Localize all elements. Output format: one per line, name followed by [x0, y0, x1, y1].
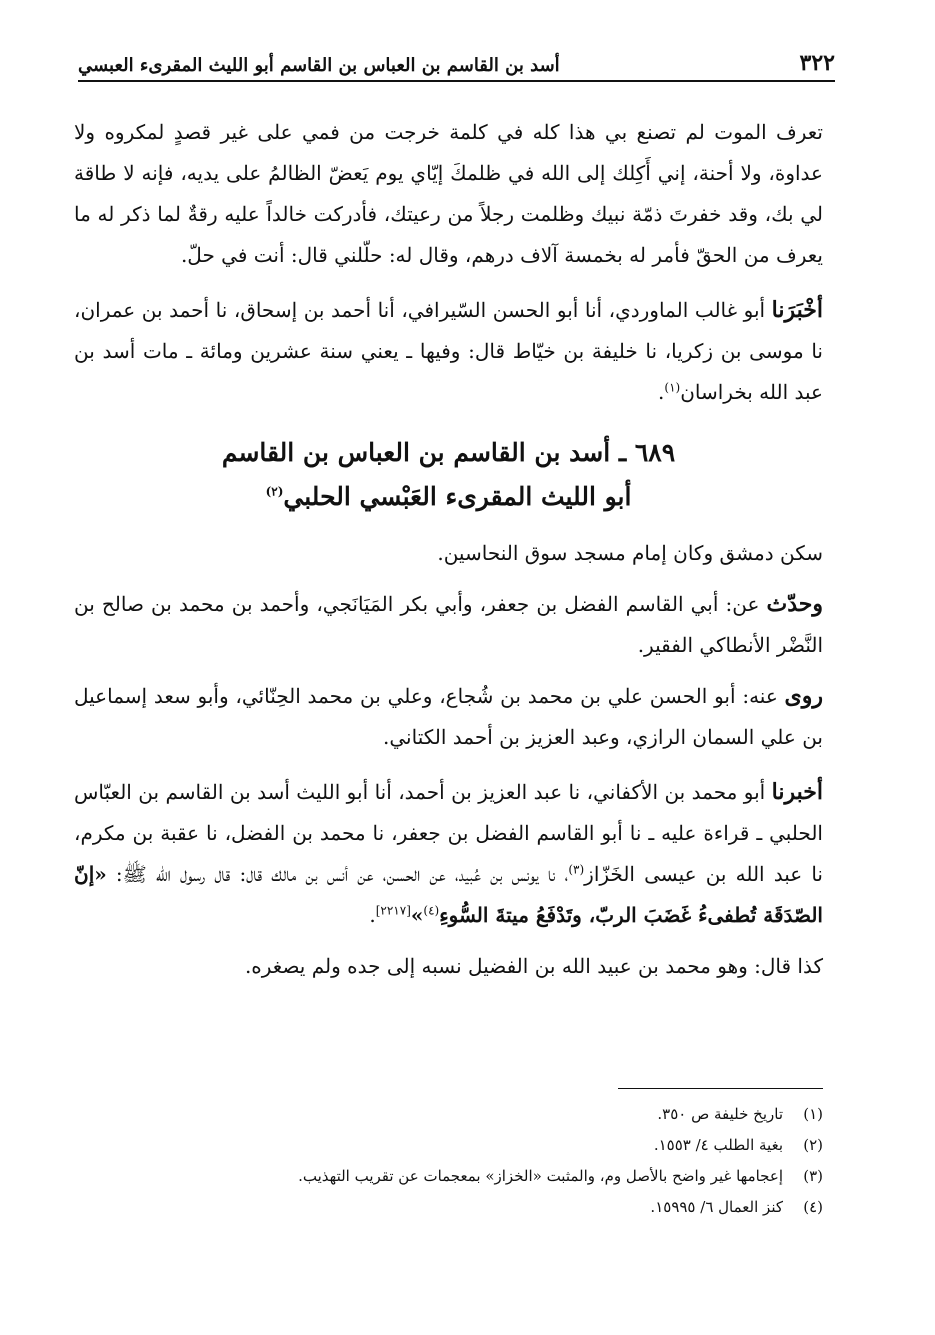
paragraph-6-lead: أخبرنا [771, 779, 823, 805]
footnote-text: إعجامها غير واضح بالأصل وم، والمثبت «الخزاز» بمعجمات عن تقريب التهذيب. [298, 1167, 783, 1185]
entry-title-line-2: أبو الليث المقرىء العَبْسي الحلبي [283, 482, 632, 511]
footnote-ref-4: (٤) [423, 903, 440, 918]
footnote-ref-3: (٣) [568, 862, 585, 877]
running-head: أسد بن القاسم بن العباس بن القاسم أبو الليث المقرىء العبسي [78, 55, 560, 76]
footnote-number: (٤) [803, 1198, 823, 1216]
footnote-text: بغية الطلب ٤/ ١٥٥٣. [653, 1136, 783, 1154]
paragraph-4-lead: وحدّث [766, 591, 823, 617]
page-number: ٣٢٢ [799, 50, 835, 76]
footnote-divider [618, 1088, 823, 1089]
paragraph-6 [74, 772, 823, 936]
paragraph-1: تعرف الموت لم تصنع بي هذا كله في كلمة خرجت من فمي على غير قصدٍ لمكروه ولا عداوة، ولا أحنة، إني أَكِلك إلى الله في ظلمكَ إيّاي يوم يَعضّ الظالمُ على يديه، فإنه لا طاقة لي بك، وقد خفرتَ ذمّة نبيك وظلمت رجلاً من رعيتك، فأدركت خالداً عليه رقةٌ لما ذكر له ما يعرف من الحقّ فأمر له بخمسة آلاف درهم، وقال له: حلّلني قال: أنت في حلّ. [74, 120, 823, 267]
paragraph-6-text-1: أبو محمد بن الأكفاني، نا عبد العزيز بن أحمد، أنا أبو الليث أسد بن القاسم بن العبّاس الحلبي ـ قراءة عليه ـ نا أبو القاسم الفضل بن جعفر، نا محمد بن الفضل، نا عقبة بن مكرم، نا عبد الله بن عيسى الخَزّاز [74, 780, 823, 886]
entry-title [74, 431, 823, 519]
reference-number: [٢٢١٧] [375, 903, 411, 918]
paragraph-2 [74, 290, 823, 413]
footnote-ref-1: (١) [664, 380, 681, 395]
entry-title-line-2-wrap [74, 475, 823, 519]
paragraph-2-lead: أخْبَرَنا [771, 297, 823, 323]
paragraph-3: سكن دمشق وكان إمام مسجد سوق النحاسين. [437, 541, 823, 565]
entry-title-line-1: ٦٨٩ ـ أسد بن القاسم بن العباس بن القاسم [221, 438, 676, 467]
footnote-2 [160, 1130, 823, 1161]
footnotes [160, 1088, 823, 1223]
footnote-4 [160, 1192, 823, 1223]
hadith-close: » [410, 903, 424, 927]
paragraph-7: كذا قال: وهو محمد بن عبيد الله بن الفضيل نسبه إلى جده ولم يصغره. [244, 954, 823, 978]
footnote-text: كنز العمال ٦/ ١٥٩٩٥. [650, 1198, 783, 1216]
footnote-ref-2: (٢) [265, 484, 284, 499]
footnote-text: تاريخ خليفة ص ٣٥٠. [657, 1105, 783, 1123]
footnote-number: (٢) [803, 1136, 823, 1154]
paragraph-5-text: عنه: أبو الحسن علي بن محمد بن شُجاع، وعلي بن محمد الحِنّائي، وأبو سعد إسماعيل بن علي السمان الرازي، وعبد العزيز بن أحمد الكتاني. [74, 684, 823, 749]
hadith-text: «إنّ الصّدَقَة تُطفىءُ غَضَبَ الربّ، وتَدْفَعُ ميتةَ السُّوءِ [74, 862, 823, 927]
paragraph-6-text-2: ، نا يونس بن عُبيد، عن الحسن، عن أنس بن مالك قال: قال رسول الله ﷺ: [106, 862, 569, 886]
paragraph-2-end: . [658, 380, 665, 404]
page-header [78, 44, 835, 82]
paragraph-5-lead: روى [784, 683, 823, 709]
footnote-number: (٣) [803, 1167, 823, 1185]
paragraph-6-end: . [369, 903, 376, 927]
paragraph-5 [74, 676, 823, 758]
paragraph-4-text: عن: أبي القاسم الفضل بن جعفر، وأبي بكر المَيَانَجي، وأحمد بن محمد بن صالح بن النَّضْر الأنطاكي الفقير. [74, 592, 823, 657]
footnote-3 [160, 1161, 823, 1192]
footnote-1 [160, 1099, 823, 1130]
paragraph-4 [74, 584, 823, 666]
main-text [74, 112, 823, 997]
paragraph-2-text: أبو غالب الماوردي، أنا أبو الحسن السّيرافي، أنا أحمد بن إسحاق، نا أحمد بن عمران، نا موسى بن زكريا، نا خليفة بن خيّاط قال: وفيها ـ يعني سنة عشرين ومائة ـ مات أسد بن عبد الله بخراسان [74, 298, 823, 404]
footnote-number: (١) [803, 1105, 823, 1123]
